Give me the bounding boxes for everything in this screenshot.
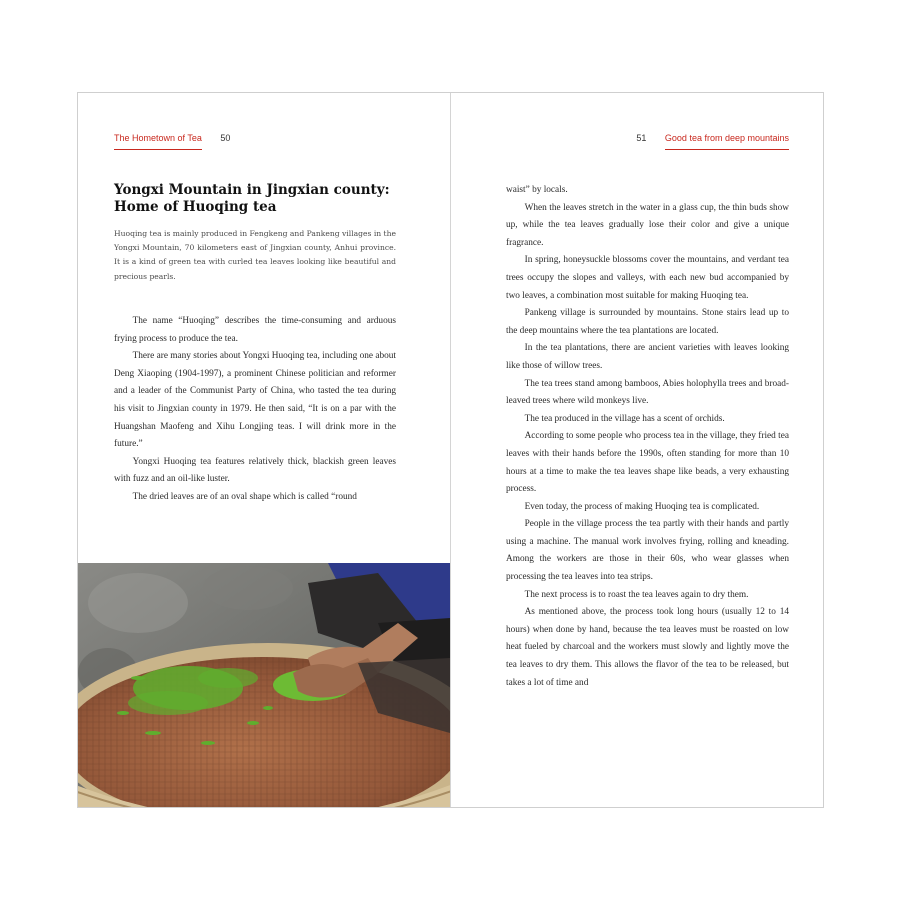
paragraph: Yongxi Huoqing tea features relatively thick, blackish green leaves with fuzz and an oil-like luster.: [114, 456, 396, 485]
paragraph: The tea produced in the village has a scent of orchids.: [524, 413, 725, 424]
right-page-header: [636, 133, 789, 150]
paragraph: People in the village process the tea partly with their hands and partly using a machine. The manual work involves frying, rolling and kneading. Among the workers are those in their 60s, who wear glasses when processing the tea leaves into tea strips.: [506, 519, 789, 583]
chapter-title-line2: Home of Huoqing tea: [114, 199, 277, 215]
paragraph: Even today, the process of making Huoqing tea is complicated.: [524, 501, 760, 512]
left-page-header: [114, 133, 230, 150]
right-body-text: [506, 182, 789, 692]
paragraph: Pankeng village is surrounded by mountains. Stone stairs lead up to the deep mountains where the tea plantations are located.: [506, 308, 789, 336]
tea-processing-photo: [78, 563, 450, 807]
paragraph: There are many stories about Yongxi Huoqing tea, including one about Deng Xiaoping (1904-1997), a prominent Chinese politician and reformer and a leader of the Communist Party of China, who tasted the tea during his visit to Jingxian county in 1979. He then said, “It is on a par with the Huangshan Maofeng and Xihu Longjing teas. I will drink more in the future.”: [114, 351, 396, 450]
left-body-text: [114, 313, 396, 507]
book-spread: [77, 92, 824, 808]
chapter-title-line1: Yongxi Mountain in Jingxian county:: [114, 182, 390, 198]
paragraph: The name “Huoqing” describes the time-consuming and arduous frying process to produce the tea.: [114, 316, 396, 344]
left-header-title: The Hometown of Tea: [114, 133, 202, 150]
paragraph: When the leaves stretch in the water in a glass cup, the thin buds show up, while the tea leaves gradually lose their color and give a unique fragrance.: [506, 202, 789, 248]
right-header-title: Good tea from deep mountains: [665, 133, 789, 150]
paragraph: The dried leaves are of an oval shape which is called “round: [132, 491, 357, 502]
paragraph: In the tea plantations, there are ancient varieties with leaves looking like those of willow trees.: [506, 343, 789, 371]
right-page-number: 51: [636, 133, 647, 143]
paragraph: According to some people who process tea in the village, they fried tea leaves with their hands before the 1990s, often standing for more than 10 hours at a time to make the tea leaves shape like beads, a very exhausting process.: [506, 431, 789, 495]
paragraph-continuation: waist” by locals.: [506, 185, 568, 195]
paragraph: The tea trees stand among bamboos, Abies holophylla trees and broad-leaved trees where wild monkeys live.: [506, 378, 789, 407]
left-page-number: 50: [220, 133, 231, 143]
left-page: [78, 93, 451, 807]
chapter-title: [114, 182, 424, 216]
right-page: [451, 93, 823, 807]
paragraph: In spring, honeysuckle blossoms cover the mountains, and verdant tea trees occupy the slopes and valleys, with each new bud accompanied by two leaves, a combination most suitable for making Huoqing tea.: [506, 255, 789, 301]
chapter-intro: Huoqing tea is mainly produced in Fengkeng and Pankeng villages in the Yongxi Mountain, 70 kilometers east of Jingxian county, Anhui province. It is a kind of green tea with curled tea leaves looking like beautiful and precious pearls.: [114, 229, 396, 281]
paragraph: The next process is to roast the tea leaves again to dry them.: [524, 589, 749, 600]
paragraph: As mentioned above, the process took long hours (usually 12 to 14 hours) when done by hand, because the tea leaves must be roasted on low heat fueled by charcoal and the workers must slowly and lightly move the tea leaves to dry them. This allows the flavor of the tea to be released, but takes a lot of time and: [506, 607, 789, 688]
